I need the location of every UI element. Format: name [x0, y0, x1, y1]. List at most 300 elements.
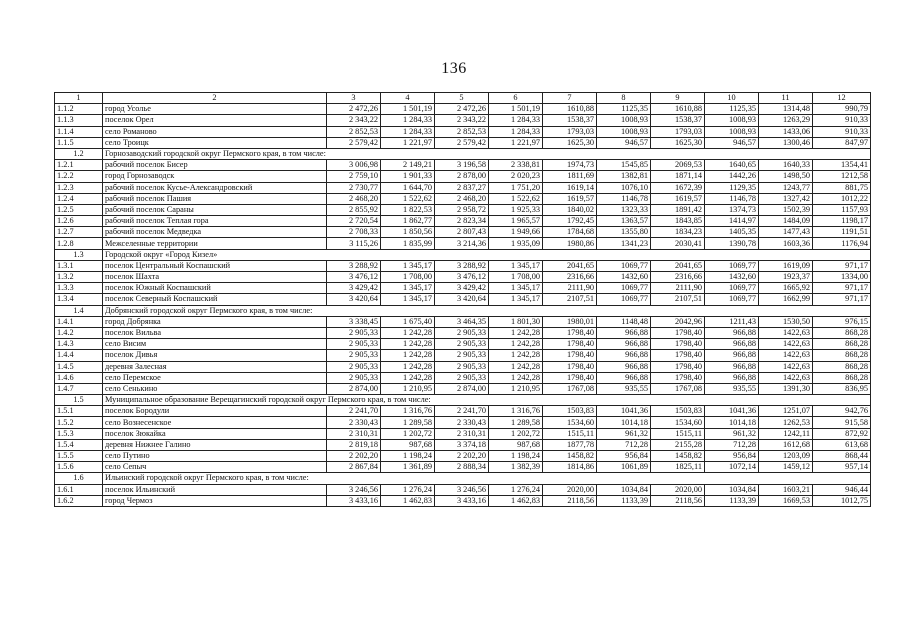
section-row	[55, 249, 871, 260]
value-cell: 2 202,20	[435, 451, 489, 462]
value-cell: 868,44	[813, 451, 871, 462]
value-cell: 1 345,17	[381, 260, 435, 271]
value-cell: 1 242,28	[381, 339, 435, 350]
table-row	[55, 182, 871, 193]
row-code: 1.5.4	[55, 439, 103, 450]
value-cell: 3 476,12	[327, 272, 381, 283]
value-cell: 1534,60	[543, 417, 597, 428]
value-cell: 3 476,12	[435, 272, 489, 283]
value-cell: 3 115,26	[327, 238, 381, 249]
value-cell: 2041,65	[543, 260, 597, 271]
value-cell: 1 822,53	[381, 204, 435, 215]
value-cell: 966,88	[705, 350, 759, 361]
row-code: 1.4.1	[55, 316, 103, 327]
value-cell: 1211,43	[705, 316, 759, 327]
value-cell: 1665,92	[759, 283, 813, 294]
value-cell: 1125,35	[705, 104, 759, 115]
row-code: 1.4.7	[55, 383, 103, 394]
value-cell: 1242,11	[759, 428, 813, 439]
value-cell: 1 382,39	[489, 462, 543, 473]
value-cell: 1825,11	[651, 462, 705, 473]
value-cell: 966,88	[597, 327, 651, 338]
value-cell: 1374,73	[705, 204, 759, 215]
value-cell: 1 316,76	[489, 406, 543, 417]
settlement-name: рабочий поселок Теплая гора	[103, 216, 327, 227]
value-cell: 1391,30	[759, 383, 813, 394]
value-cell: 2 343,22	[327, 115, 381, 126]
value-cell: 1212,58	[813, 171, 871, 182]
value-cell: 2 020,23	[489, 171, 543, 182]
table-row	[55, 451, 871, 462]
header-cell: 1	[55, 93, 103, 104]
value-cell: 915,58	[813, 417, 871, 428]
value-cell: 3 420,64	[327, 294, 381, 305]
table-row	[55, 160, 871, 171]
value-cell: 2 852,53	[435, 126, 489, 137]
section-row	[55, 305, 871, 316]
value-cell: 1390,78	[705, 238, 759, 249]
header-cell: 9	[651, 93, 705, 104]
value-cell: 1792,45	[543, 216, 597, 227]
value-cell: 2 878,00	[435, 171, 489, 182]
value-cell: 1341,23	[597, 238, 651, 249]
row-code: 1.6.2	[55, 495, 103, 506]
value-cell: 1363,57	[597, 216, 651, 227]
value-cell: 1 202,72	[489, 428, 543, 439]
value-cell: 3 196,58	[435, 160, 489, 171]
value-cell: 2 905,33	[435, 339, 489, 350]
settlement-name: поселок Шахта	[103, 272, 327, 283]
settlement-name: деревня Залесная	[103, 361, 327, 372]
value-cell: 910,33	[813, 126, 871, 137]
value-cell: 987,68	[489, 439, 543, 450]
row-code: 1.4.4	[55, 350, 103, 361]
value-cell: 1798,40	[651, 339, 705, 350]
value-cell: 1 242,28	[381, 350, 435, 361]
value-cell: 2 905,33	[327, 372, 381, 383]
value-cell: 1 901,33	[381, 171, 435, 182]
row-code: 1.3.3	[55, 283, 103, 294]
value-cell: 942,76	[813, 406, 871, 417]
table-row	[55, 204, 871, 215]
value-cell: 2 720,54	[327, 216, 381, 227]
value-cell: 1191,51	[813, 227, 871, 238]
value-cell: 1840,02	[543, 204, 597, 215]
header-cell: 6	[489, 93, 543, 104]
value-cell: 1 242,28	[381, 327, 435, 338]
value-cell: 1354,41	[813, 160, 871, 171]
value-cell: 3 429,42	[327, 283, 381, 294]
table-row	[55, 428, 871, 439]
value-cell: 2111,90	[651, 283, 705, 294]
value-cell: 1 925,33	[489, 204, 543, 215]
value-cell: 1432,60	[597, 272, 651, 283]
settlement-name: село Сепыч	[103, 462, 327, 473]
value-cell: 847,97	[813, 137, 871, 148]
value-cell: 2020,00	[651, 484, 705, 495]
value-cell: 2155,28	[651, 439, 705, 450]
value-cell: 1793,03	[543, 126, 597, 137]
value-cell: 966,88	[597, 372, 651, 383]
value-cell: 1 644,70	[381, 182, 435, 193]
value-cell: 935,55	[705, 383, 759, 394]
value-cell: 1502,39	[759, 204, 813, 215]
tariff-table	[54, 92, 871, 507]
table-row	[55, 227, 871, 238]
value-cell: 1008,93	[597, 126, 651, 137]
settlement-name: поселок Дивья	[103, 350, 327, 361]
value-cell: 1923,37	[759, 272, 813, 283]
value-cell: 1 501,19	[489, 104, 543, 115]
value-cell: 1 289,58	[381, 417, 435, 428]
settlement-name: рабочий поселок Кусье-Александровский	[103, 182, 327, 193]
settlement-name: поселок Центральный Коспашский	[103, 260, 327, 271]
value-cell: 2 579,42	[327, 137, 381, 148]
value-cell: 2 149,21	[381, 160, 435, 171]
page-number: 136	[441, 60, 467, 77]
value-cell: 1076,10	[597, 182, 651, 193]
table-row	[55, 216, 871, 227]
value-cell: 1669,53	[759, 495, 813, 506]
value-cell: 1 708,00	[381, 272, 435, 283]
value-cell: 1798,40	[651, 361, 705, 372]
value-cell: 1 501,19	[381, 104, 435, 115]
value-cell: 1459,12	[759, 462, 813, 473]
settlement-name: поселок Зюкайка	[103, 428, 327, 439]
value-cell: 1061,89	[597, 462, 651, 473]
value-cell: 1041,36	[597, 406, 651, 417]
value-cell: 2 905,33	[327, 327, 381, 338]
row-code: 1.3.1	[55, 260, 103, 271]
value-cell: 2 807,43	[435, 227, 489, 238]
value-cell: 956,84	[597, 451, 651, 462]
header-cell: 7	[543, 93, 597, 104]
value-cell: 1 751,20	[489, 182, 543, 193]
row-code: 1.6	[55, 473, 103, 484]
value-cell: 2 905,33	[435, 372, 489, 383]
value-cell: 966,88	[705, 361, 759, 372]
value-cell: 2107,51	[651, 294, 705, 305]
value-cell: 1 361,89	[381, 462, 435, 473]
section-row	[55, 473, 871, 484]
row-code: 1.1.3	[55, 115, 103, 126]
row-code: 1.4.6	[55, 372, 103, 383]
value-cell: 1 198,24	[489, 451, 543, 462]
value-cell: 1008,93	[705, 126, 759, 137]
value-cell: 3 214,36	[435, 238, 489, 249]
value-cell: 1 242,28	[489, 327, 543, 338]
value-cell: 1422,63	[759, 339, 813, 350]
value-cell: 2 874,00	[327, 383, 381, 394]
header-cell: 11	[759, 93, 813, 104]
table-row	[55, 193, 871, 204]
value-cell: 1 345,17	[381, 283, 435, 294]
row-code: 1.3.2	[55, 272, 103, 283]
value-cell: 1 284,33	[489, 126, 543, 137]
value-cell: 2 202,20	[327, 451, 381, 462]
value-cell: 3 246,56	[327, 484, 381, 495]
table-row	[55, 316, 871, 327]
row-code: 1.2.1	[55, 160, 103, 171]
row-code: 1.5.1	[55, 406, 103, 417]
value-cell: 1148,48	[597, 316, 651, 327]
settlement-name: поселок Вильва	[103, 327, 327, 338]
value-cell: 2 730,77	[327, 182, 381, 193]
value-cell: 2 310,31	[327, 428, 381, 439]
row-code: 1.6.1	[55, 484, 103, 495]
row-code: 1.2	[55, 148, 103, 159]
value-cell: 1433,06	[759, 126, 813, 137]
settlement-name: поселок Бородули	[103, 406, 327, 417]
value-cell: 2 867,84	[327, 462, 381, 473]
value-cell: 2 241,70	[327, 406, 381, 417]
table-row	[55, 126, 871, 137]
value-cell: 2 708,33	[327, 227, 381, 238]
header-cell: 4	[381, 93, 435, 104]
value-cell: 1484,09	[759, 216, 813, 227]
value-cell: 1014,18	[705, 417, 759, 428]
header-cell: 5	[435, 93, 489, 104]
value-cell: 3 464,35	[435, 316, 489, 327]
settlement-name: деревня Нижнее Галино	[103, 439, 327, 450]
value-cell: 1767,08	[543, 383, 597, 394]
value-cell: 2 468,20	[435, 193, 489, 204]
value-cell: 1603,36	[759, 238, 813, 249]
value-cell: 1811,69	[543, 171, 597, 182]
table-row	[55, 383, 871, 394]
value-cell: 1619,14	[543, 182, 597, 193]
row-code: 1.5.3	[55, 428, 103, 439]
section-title: Муниципальное образование Верещагинский городской округ Пермского края, в том числе:	[103, 395, 871, 406]
value-cell: 2 330,43	[435, 417, 489, 428]
value-cell: 1012,75	[813, 495, 871, 506]
value-cell: 1263,29	[759, 115, 813, 126]
value-cell: 2 852,53	[327, 126, 381, 137]
value-cell: 3 374,18	[435, 439, 489, 450]
value-cell: 1877,78	[543, 439, 597, 450]
table-row	[55, 137, 871, 148]
value-cell: 1625,30	[543, 137, 597, 148]
value-cell: 1203,09	[759, 451, 813, 462]
header-row	[55, 93, 871, 104]
value-cell: 2 310,31	[435, 428, 489, 439]
value-cell: 1 862,77	[381, 216, 435, 227]
value-cell: 2 579,42	[435, 137, 489, 148]
settlement-name: Межселенные территории	[103, 238, 327, 249]
value-cell: 1980,86	[543, 238, 597, 249]
value-cell: 868,28	[813, 350, 871, 361]
value-cell: 1603,21	[759, 484, 813, 495]
value-cell: 3 338,45	[327, 316, 381, 327]
value-cell: 1 289,58	[489, 417, 543, 428]
value-cell: 1458,82	[651, 451, 705, 462]
value-cell: 1 242,28	[489, 361, 543, 372]
value-cell: 836,95	[813, 383, 871, 394]
row-code: 1.2.8	[55, 238, 103, 249]
table-row	[55, 283, 871, 294]
row-code: 1.5.5	[55, 451, 103, 462]
value-cell: 3 246,56	[435, 484, 489, 495]
value-cell: 2316,66	[651, 272, 705, 283]
value-cell: 1432,60	[705, 272, 759, 283]
value-cell: 1069,77	[597, 294, 651, 305]
value-cell: 1640,33	[759, 160, 813, 171]
value-cell: 3 429,42	[435, 283, 489, 294]
value-cell: 1157,93	[813, 204, 871, 215]
settlement-name: село Сенькино	[103, 383, 327, 394]
value-cell: 1069,77	[597, 260, 651, 271]
value-cell: 1 242,28	[381, 372, 435, 383]
value-cell: 1515,11	[651, 428, 705, 439]
value-cell: 1146,78	[597, 193, 651, 204]
value-cell: 1871,14	[651, 171, 705, 182]
value-cell: 1323,33	[597, 204, 651, 215]
value-cell: 961,32	[705, 428, 759, 439]
settlement-name: город Добрянка	[103, 316, 327, 327]
value-cell: 1251,07	[759, 406, 813, 417]
value-cell: 1640,65	[705, 160, 759, 171]
value-cell: 966,88	[597, 339, 651, 350]
section-title: Добрянский городской округ Пермского края, в том числе:	[103, 305, 871, 316]
value-cell: 1814,86	[543, 462, 597, 473]
row-code: 1.1.5	[55, 137, 103, 148]
value-cell: 1 210,95	[489, 383, 543, 394]
value-cell: 2 888,34	[435, 462, 489, 473]
table-row	[55, 406, 871, 417]
settlement-name: город Горнозаводск	[103, 171, 327, 182]
value-cell: 2041,65	[651, 260, 705, 271]
table-row	[55, 171, 871, 182]
table-row	[55, 462, 871, 473]
table-row	[55, 484, 871, 495]
row-code: 1.1.4	[55, 126, 103, 137]
value-cell: 2020,00	[543, 484, 597, 495]
settlement-name: село Вознесенское	[103, 417, 327, 428]
table-body	[55, 93, 871, 507]
value-cell: 1314,48	[759, 104, 813, 115]
value-cell: 2 330,43	[327, 417, 381, 428]
value-cell: 2 823,34	[435, 216, 489, 227]
value-cell: 1625,30	[651, 137, 705, 148]
table-row	[55, 350, 871, 361]
value-cell: 1834,23	[651, 227, 705, 238]
value-cell: 1798,40	[543, 339, 597, 350]
value-cell: 1798,40	[543, 361, 597, 372]
value-cell: 1503,83	[543, 406, 597, 417]
value-cell: 1198,17	[813, 216, 871, 227]
value-cell: 2 905,33	[435, 361, 489, 372]
value-cell: 1176,94	[813, 238, 871, 249]
value-cell: 1405,35	[705, 227, 759, 238]
value-cell: 1 345,17	[381, 294, 435, 305]
value-cell: 1974,73	[543, 160, 597, 171]
table-row	[55, 372, 871, 383]
value-cell: 1672,39	[651, 182, 705, 193]
value-cell: 1662,99	[759, 294, 813, 305]
value-cell: 1 345,17	[489, 283, 543, 294]
value-cell: 868,28	[813, 327, 871, 338]
value-cell: 1 242,28	[489, 350, 543, 361]
value-cell: 1 462,83	[381, 495, 435, 506]
value-cell: 1072,14	[705, 462, 759, 473]
value-cell: 1538,37	[651, 115, 705, 126]
value-cell: 987,68	[381, 439, 435, 450]
table-row	[55, 495, 871, 506]
value-cell: 1 242,28	[381, 361, 435, 372]
value-cell: 971,17	[813, 283, 871, 294]
value-cell: 1334,00	[813, 272, 871, 283]
value-cell: 1 522,62	[489, 193, 543, 204]
value-cell: 1610,88	[651, 104, 705, 115]
value-cell: 2 759,10	[327, 171, 381, 182]
value-cell: 1 965,57	[489, 216, 543, 227]
value-cell: 1 462,83	[489, 495, 543, 506]
value-cell: 1 276,24	[489, 484, 543, 495]
value-cell: 1 675,40	[381, 316, 435, 327]
value-cell: 1355,80	[597, 227, 651, 238]
value-cell: 1034,84	[705, 484, 759, 495]
value-cell: 1 835,99	[381, 238, 435, 249]
value-cell: 1793,03	[651, 126, 705, 137]
settlement-name: поселок Ильинский	[103, 484, 327, 495]
value-cell: 1 801,30	[489, 316, 543, 327]
value-cell: 910,33	[813, 115, 871, 126]
value-cell: 2 905,33	[327, 350, 381, 361]
value-cell: 2 905,33	[327, 339, 381, 350]
value-cell: 1327,42	[759, 193, 813, 204]
row-code: 1.4.3	[55, 339, 103, 350]
value-cell: 2 855,92	[327, 204, 381, 215]
row-code: 1.2.7	[55, 227, 103, 238]
value-cell: 1014,18	[597, 417, 651, 428]
value-cell: 1538,37	[543, 115, 597, 126]
value-cell: 712,28	[705, 439, 759, 450]
value-cell: 1041,36	[705, 406, 759, 417]
value-cell: 1414,97	[705, 216, 759, 227]
value-cell: 1530,50	[759, 316, 813, 327]
value-cell: 1534,60	[651, 417, 705, 428]
table-row	[55, 272, 871, 283]
value-cell: 961,32	[597, 428, 651, 439]
value-cell: 976,15	[813, 316, 871, 327]
value-cell: 2030,41	[651, 238, 705, 249]
value-cell: 1442,26	[705, 171, 759, 182]
value-cell: 1477,43	[759, 227, 813, 238]
settlement-name: село Перемское	[103, 372, 327, 383]
value-cell: 1125,35	[597, 104, 651, 115]
row-code: 1.4	[55, 305, 103, 316]
value-cell: 1133,39	[705, 495, 759, 506]
value-cell: 1069,77	[705, 294, 759, 305]
value-cell: 2 468,20	[327, 193, 381, 204]
value-cell: 957,14	[813, 462, 871, 473]
value-cell: 1798,40	[543, 350, 597, 361]
value-cell: 3 420,64	[435, 294, 489, 305]
value-cell: 1 935,09	[489, 238, 543, 249]
value-cell: 868,28	[813, 339, 871, 350]
value-cell: 1 276,24	[381, 484, 435, 495]
value-cell: 1146,78	[705, 193, 759, 204]
value-cell: 966,88	[597, 361, 651, 372]
value-cell: 1 850,56	[381, 227, 435, 238]
value-cell: 1798,40	[651, 327, 705, 338]
value-cell: 1843,85	[651, 216, 705, 227]
table-row	[55, 115, 871, 126]
value-cell: 1 198,24	[381, 451, 435, 462]
section-title: Городской округ «Город Кизел»	[103, 249, 871, 260]
value-cell: 2 905,33	[435, 350, 489, 361]
value-cell: 1069,77	[705, 260, 759, 271]
